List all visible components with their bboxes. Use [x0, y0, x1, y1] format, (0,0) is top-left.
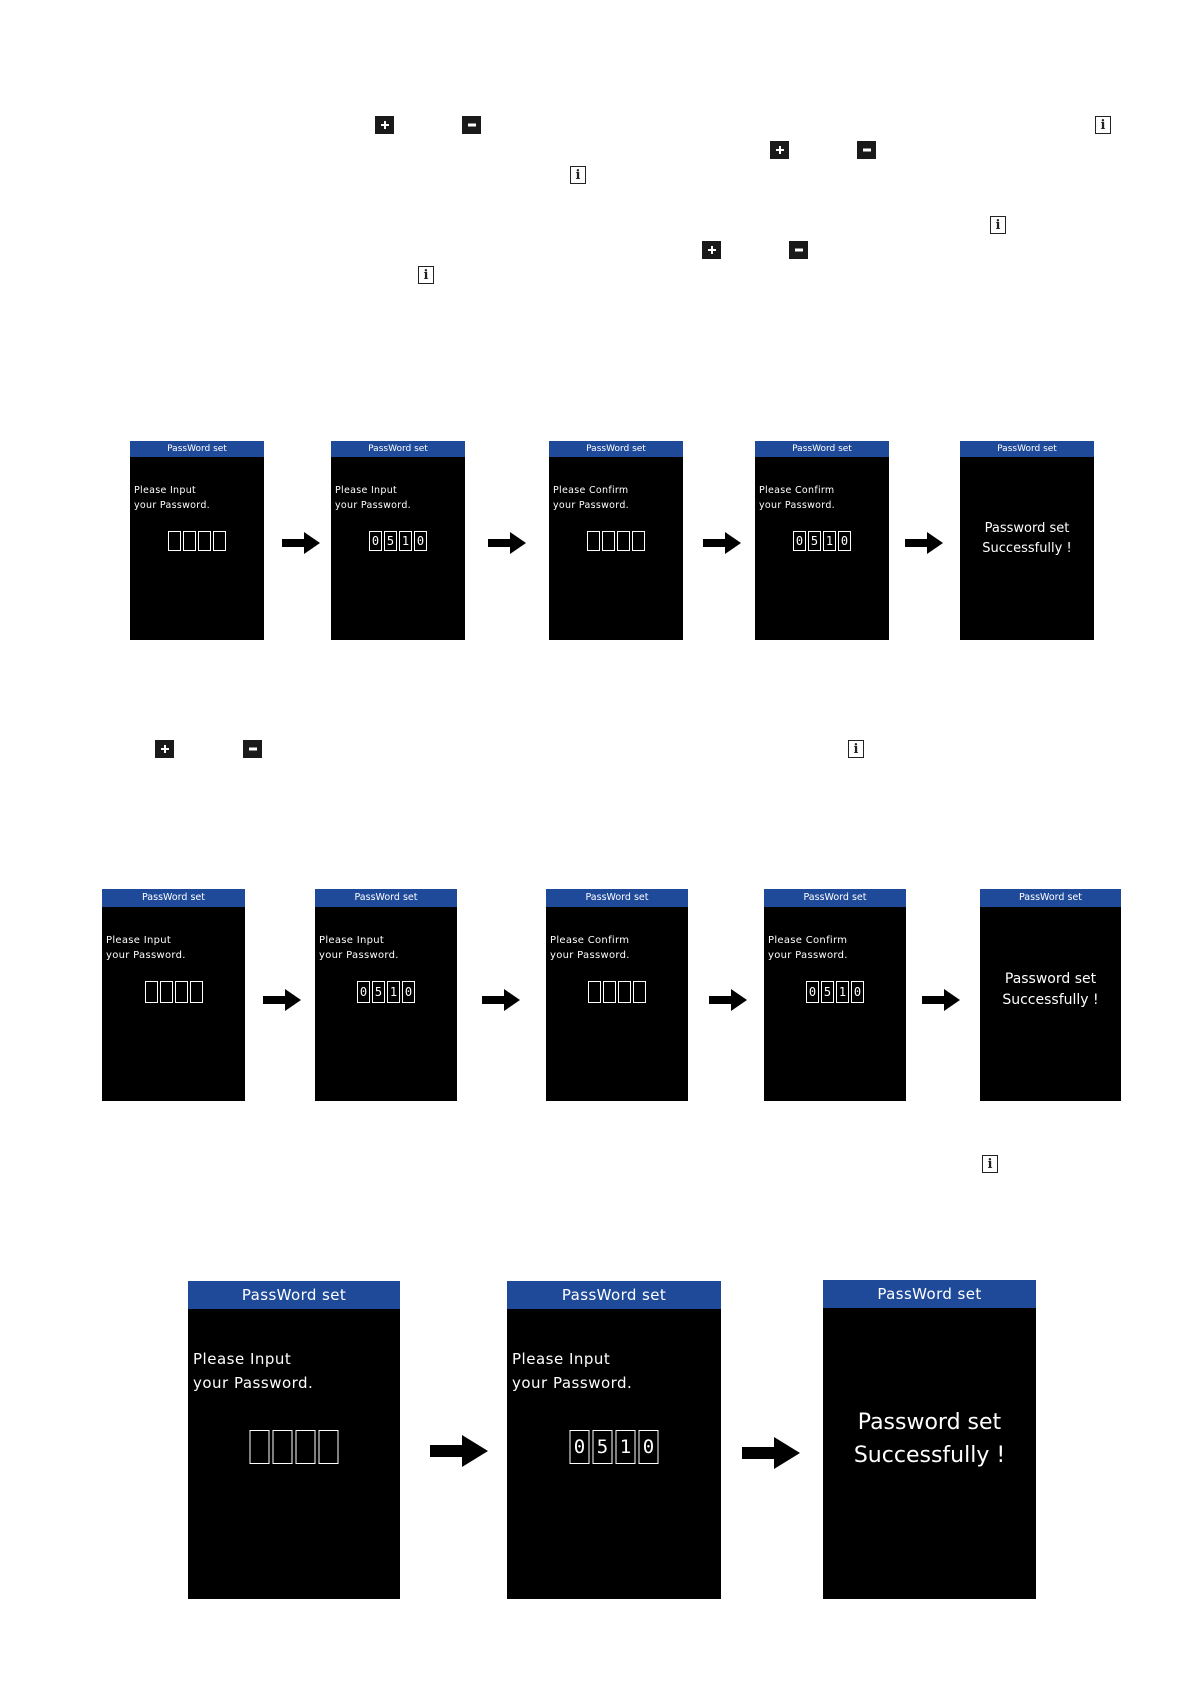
digit-box	[190, 981, 203, 1003]
screen-prompt	[193, 1347, 313, 1395]
password-digit-boxes	[250, 1430, 339, 1464]
digit-box	[632, 531, 645, 551]
digit-box	[319, 1430, 339, 1464]
digit-box	[296, 1430, 316, 1464]
screen-title: PassWord set	[331, 441, 465, 457]
password-digit-boxes	[145, 981, 203, 1003]
info-icon	[982, 1155, 998, 1173]
password-digit-boxes	[793, 531, 851, 551]
digit-box: 0	[639, 1430, 659, 1464]
screen-title: PassWord set	[549, 441, 683, 457]
screen-prompt	[550, 933, 630, 963]
prompt-line-1: Please Input	[106, 935, 172, 946]
prompt-line-2: your Password.	[335, 500, 411, 511]
info-icon	[570, 166, 586, 184]
plus-icon	[770, 141, 789, 159]
arrow-right-icon	[430, 1435, 488, 1467]
password-screen-input-filled	[331, 441, 465, 640]
digit-box	[160, 981, 173, 1003]
screen-title: PassWord set	[102, 889, 245, 907]
screen-title: PassWord set	[507, 1281, 721, 1309]
digit-box	[145, 981, 158, 1003]
prompt-line-1: Please Confirm	[550, 935, 630, 946]
prompt-line-1: Please Input	[319, 935, 385, 946]
screen-prompt	[768, 933, 848, 963]
prompt-line-1: Please Input	[335, 485, 398, 496]
success-line-1: Password set	[1004, 971, 1097, 987]
screen-title: PassWord set	[980, 889, 1121, 907]
digit-box	[213, 531, 226, 551]
prompt-line-2: your Password.	[768, 950, 848, 961]
digit-box: 0	[414, 531, 427, 551]
plus-icon	[155, 740, 174, 758]
prompt-line-2: your Password.	[319, 950, 399, 961]
success-message	[960, 519, 1094, 559]
screen-title: PassWord set	[130, 441, 264, 457]
screen-title: PassWord set	[823, 1280, 1036, 1308]
prompt-line-1: Please Confirm	[759, 485, 835, 496]
screen-title: PassWord set	[960, 441, 1094, 457]
digit-box: 1	[616, 1430, 636, 1464]
plus-icon	[375, 116, 394, 134]
password-screen-input-filled	[507, 1281, 721, 1599]
password-screen-input-filled	[315, 889, 457, 1101]
password-screen-confirm-empty	[549, 441, 683, 640]
screen-title: PassWord set	[546, 889, 688, 907]
digit-box: 0	[402, 981, 415, 1003]
digit-box: 1	[836, 981, 849, 1003]
prompt-line-1: Please Input	[512, 1350, 611, 1368]
digit-box	[183, 531, 196, 551]
password-digit-boxes	[357, 981, 415, 1003]
digit-box: 1	[387, 981, 400, 1003]
prompt-line-2: your Password.	[512, 1374, 633, 1392]
screen-prompt	[759, 483, 835, 513]
digit-box	[602, 531, 615, 551]
digit-box: 0	[369, 531, 382, 551]
digit-box: 5	[808, 531, 821, 551]
digit-box: 0	[357, 981, 370, 1003]
password-digit-boxes	[168, 531, 226, 551]
screen-title: PassWord set	[755, 441, 889, 457]
success-line-1: Password set	[857, 1410, 1002, 1435]
prompt-line-2: your Password.	[134, 500, 210, 511]
digit-box: 1	[823, 531, 836, 551]
screen-title: PassWord set	[188, 1281, 400, 1309]
password-digit-boxes	[587, 531, 645, 551]
screen-prompt	[319, 933, 399, 963]
digit-box: 1	[399, 531, 412, 551]
digit-box	[617, 531, 630, 551]
digit-box	[250, 1430, 270, 1464]
screen-prompt	[134, 483, 210, 513]
prompt-line-1: Please Confirm	[553, 485, 629, 496]
info-icon	[990, 216, 1006, 234]
digit-box	[588, 981, 601, 1003]
password-screen-confirm-filled	[764, 889, 906, 1101]
digit-box	[273, 1430, 293, 1464]
digit-box: 0	[851, 981, 864, 1003]
digit-box: 5	[372, 981, 385, 1003]
arrow-right-icon	[742, 1437, 800, 1469]
minus-icon	[243, 740, 262, 758]
success-line-1: Password set	[984, 521, 1070, 536]
screen-prompt	[512, 1347, 632, 1395]
plus-icon	[702, 241, 721, 259]
digit-box	[168, 531, 181, 551]
digit-box: 5	[821, 981, 834, 1003]
prompt-line-2: your Password.	[550, 950, 630, 961]
digit-box	[198, 531, 211, 551]
digit-box	[633, 981, 646, 1003]
password-screen-confirm-filled	[755, 441, 889, 640]
prompt-line-1: Please Input	[134, 485, 197, 496]
digit-box: 0	[838, 531, 851, 551]
password-screen-input-empty	[188, 1281, 400, 1599]
prompt-line-2: your Password.	[553, 500, 629, 511]
prompt-line-1: Please Confirm	[768, 935, 848, 946]
screen-prompt	[553, 483, 629, 513]
arrow-right-icon	[709, 989, 747, 1011]
info-icon	[848, 740, 864, 758]
digit-box: 5	[593, 1430, 613, 1464]
password-digit-boxes	[369, 531, 427, 551]
password-digit-boxes	[806, 981, 864, 1003]
arrow-right-icon	[905, 532, 943, 554]
screen-prompt	[335, 483, 411, 513]
digit-box	[587, 531, 600, 551]
success-message	[823, 1406, 1036, 1472]
minus-icon	[789, 241, 808, 259]
minus-icon	[462, 116, 481, 134]
digit-box	[618, 981, 631, 1003]
password-digit-boxes	[588, 981, 646, 1003]
digit-box: 5	[384, 531, 397, 551]
arrow-right-icon	[922, 989, 960, 1011]
arrow-right-icon	[703, 532, 741, 554]
screen-title: PassWord set	[764, 889, 906, 907]
info-icon	[418, 266, 434, 284]
prompt-line-2: your Password.	[193, 1374, 314, 1392]
info-icon	[1095, 116, 1111, 134]
password-screen-input-empty	[130, 441, 264, 640]
success-message	[980, 969, 1121, 1011]
success-line-2: Successfully !	[982, 541, 1072, 556]
digit-box	[603, 981, 616, 1003]
password-screen-input-empty	[102, 889, 245, 1101]
arrow-right-icon	[488, 532, 526, 554]
digit-box: 0	[570, 1430, 590, 1464]
minus-icon	[857, 141, 876, 159]
password-digit-boxes	[570, 1430, 659, 1464]
password-screen-confirm-empty	[546, 889, 688, 1101]
digit-box: 0	[793, 531, 806, 551]
prompt-line-2: your Password.	[759, 500, 835, 511]
prompt-line-2: your Password.	[106, 950, 186, 961]
password-screen-success	[823, 1280, 1036, 1599]
arrow-right-icon	[482, 989, 520, 1011]
digit-box: 0	[806, 981, 819, 1003]
password-screen-success	[960, 441, 1094, 640]
prompt-line-1: Please Input	[193, 1350, 292, 1368]
screen-prompt	[106, 933, 186, 963]
success-line-2: Successfully !	[853, 1443, 1006, 1468]
success-line-2: Successfully !	[1002, 992, 1099, 1008]
arrow-right-icon	[263, 989, 301, 1011]
password-screen-success	[980, 889, 1121, 1101]
digit-box	[175, 981, 188, 1003]
arrow-right-icon	[282, 532, 320, 554]
screen-title: PassWord set	[315, 889, 457, 907]
